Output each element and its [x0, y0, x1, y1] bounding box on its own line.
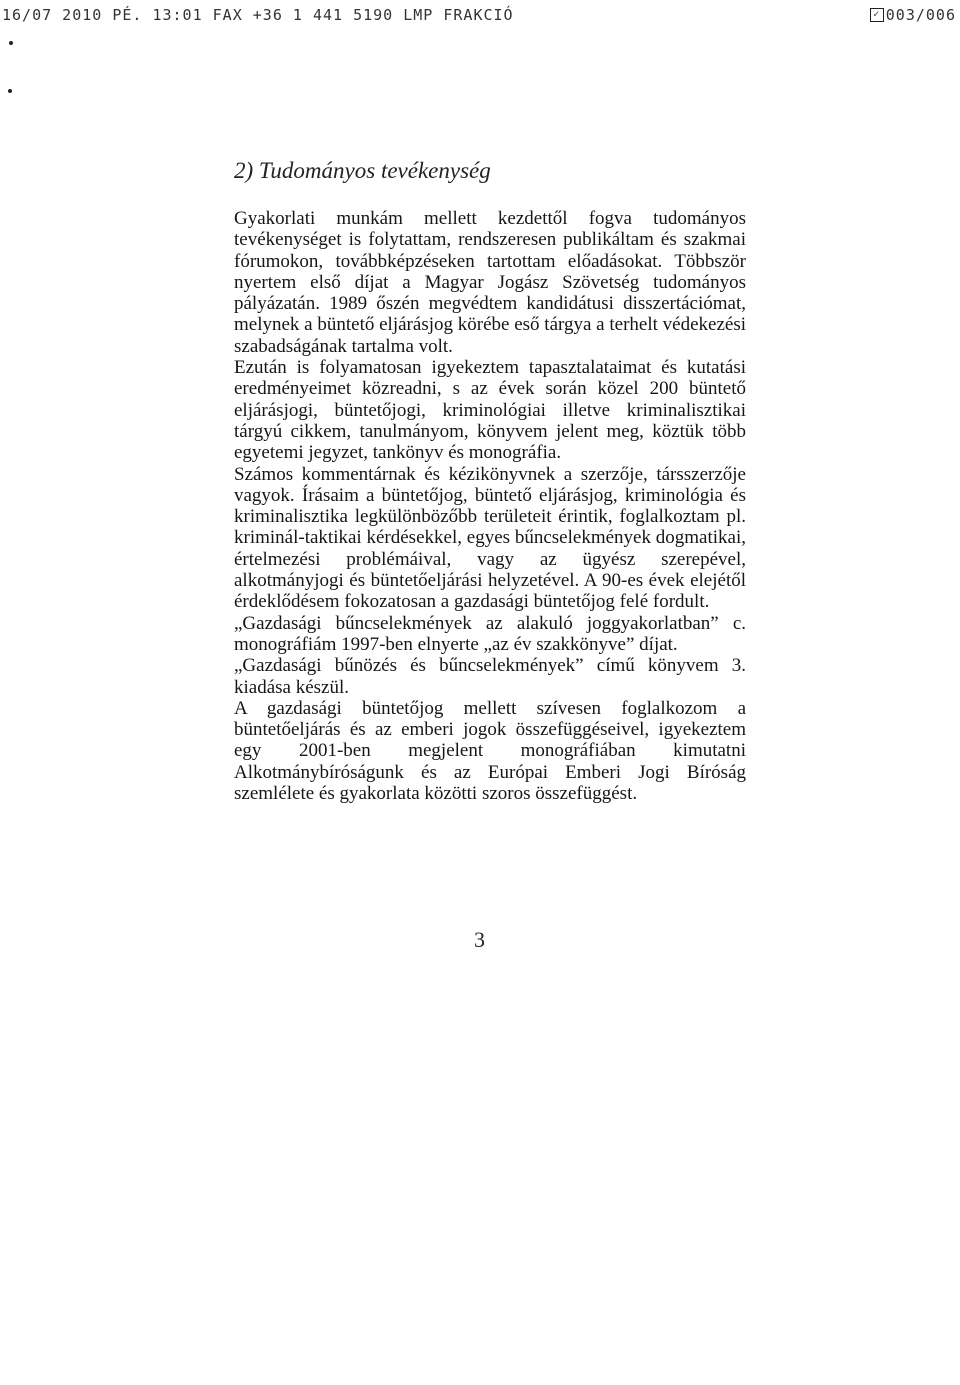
fax-page-counter-text: 003/006: [885, 6, 956, 24]
fax-page-counter: [870, 6, 956, 24]
scan-speck: [9, 41, 13, 45]
page-number: 3: [474, 927, 485, 952]
paragraph: Gyakorlati munkám mellett kezdettől fogva tudományos tevékenységet is folytattam, rendszeresen publikáltam és szakmai fórumokon, továbbképzéseken tartottam előadásokat. Többször nyertem első díjat a Magyar Jogász Szövetség tudományos pályázatán. 1989 őszén megvédtem kandidátusi disszertációmat, melynek a büntető eljárásjog körébe eső tárgya a terhelt védekezési szabadságának tartalma volt.: [234, 208, 746, 357]
paragraph: „Gazdasági bűnözés és bűncselekmények” című könyvem 3. kiadása készül.: [234, 655, 746, 698]
section-title: 2) Tudományos tevékenység: [234, 158, 491, 183]
paragraph: Számos kommentárnak és kézikönyvnek a szerzője, társszerzője vagyok. Írásaim a büntetőjog, büntető eljárásjog, kriminológia és kriminalisztika legkülönbözőbb területeit érintik, foglalkoztam pl. kriminál-taktikai kérdésekkel, egyes bűncselekmények dogmatikai, értelmezési problémáival, vagy az ügyész szerepével, alkotmányjogi és büntetőeljárási helyzetével. A 90-es évek elejétől érdeklődésem fokozatosan a gazdasági büntetőjog felé fordult.: [234, 463, 746, 613]
body-text: [234, 208, 746, 804]
paragraph: A gazdasági büntetőjog mellett szívesen foglalkozom a büntetőeljárás és az emberi jogok összefüggéseivel, igyekeztem egy 2001-ben megjelent monográfiában kimutatni Alkotmánybíróságunk és az Európai Emberi Jogi Bíróság szemlélete és gyakorlata közötti szoros összefüggést.: [234, 697, 746, 805]
fax-header: [0, 4, 960, 28]
paragraph: Ezután is folyamatosan igyekeztem tapasztalataimat és kutatási eredményeimet közreadni, s az évek során közel 200 büntető eljárásjogi, büntetőjogi, kriminológiai illetve kriminalisztikai tárgyú cikkem, tanulmányom, könyvem jelent meg, köztük több egyetemi jegyzet, tankönyv és monográfia.: [234, 357, 746, 464]
fax-transmission-line: 16/07 2010 PÉ. 13:01 FAX +36 1 441 5190 LMP FRAKCIÓ: [2, 6, 514, 24]
paragraph: „Gazdasági bűncselekmények az alakuló joggyakorlatban” c. monográfiám 1997-ben elnyerte „az év szakkönyve” díjat.: [234, 612, 746, 655]
scan-speck: [8, 89, 12, 93]
fax-checkbox-icon: ✓: [870, 8, 884, 22]
